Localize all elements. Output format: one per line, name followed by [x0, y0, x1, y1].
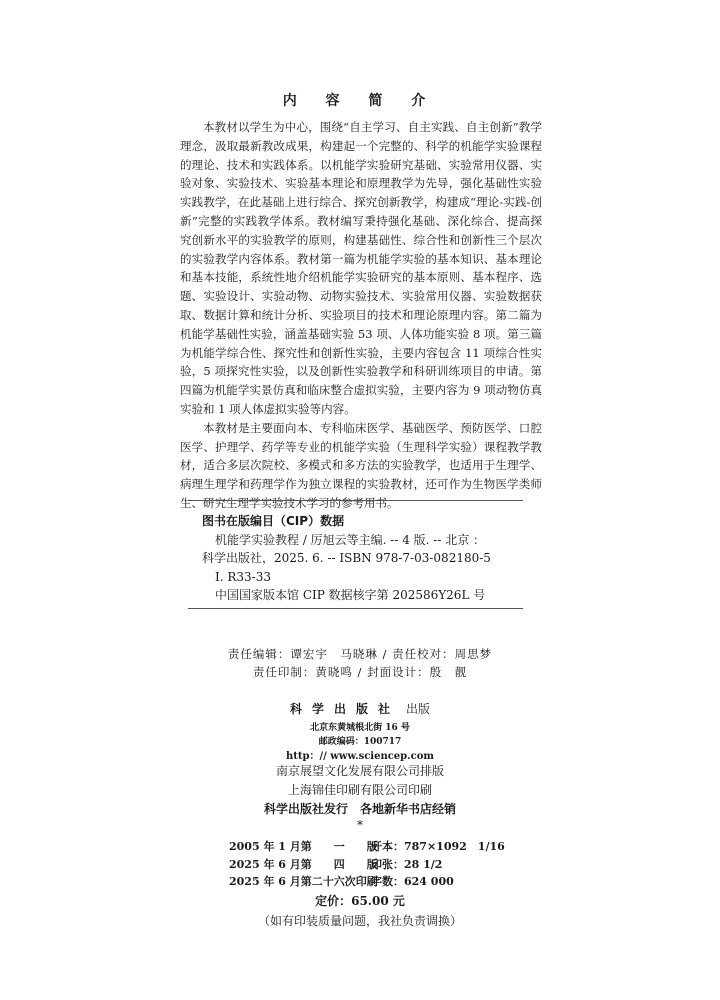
edition-row — [229, 873, 505, 891]
quality-note: （如有印装质量问题，我社负责调换） — [257, 914, 462, 928]
page-title: 内 容 简 介 — [282, 93, 438, 109]
cip-line-3: Ⅰ. R33-33 — [215, 569, 271, 584]
distribution-line: 科学出版社发行 各地新华书店经销 — [263, 802, 456, 816]
cip-block — [202, 512, 525, 605]
content-summary — [180, 118, 542, 513]
edition-table — [229, 838, 505, 891]
publisher-block — [0, 698, 720, 764]
printers-block — [0, 762, 720, 819]
edition-date: 2005 年 1 月第 一 版 — [229, 840, 378, 853]
publisher-address: 北京东黄城根北街 16 号 — [310, 723, 410, 733]
edition-spec: 开本：787×1092 1/16 — [371, 840, 505, 853]
edition-date: 2025 年 6 月第二十六次印刷 — [229, 875, 378, 888]
publisher-postcode: 邮政编码：100717 — [318, 737, 402, 747]
separator-star: * — [357, 818, 363, 832]
publisher-website: http：// www.sciencep.com — [285, 751, 434, 762]
edition-date: 2025 年 6 月第 四 版 — [229, 857, 378, 871]
cip-line-2: 科学出版社，2025. 6. -- ISBN 978-7-03-082180-5 — [202, 551, 491, 565]
cip-heading: 图书在版编目（CIP）数据 — [202, 514, 345, 528]
edition-spec: 印张：28 1/2 — [371, 857, 443, 871]
edition-spec: 字数：624 000 — [371, 875, 454, 888]
credits-block — [0, 645, 720, 681]
summary-paragraph-1: 本教材以学生为中心，围绕“自主学习、自主实践、自主创新”教学理念，汲取最新教改成果，构建起一个完整的、科学的机能学实验课程的理论、技术和实践体系。以机能学实验研究基础、实验常用仪器、实验对象、实验技术、实验基本理论和原理教学为先导，强化基础性实验实践教学，在此基础上进行综合、探究创新教学，构建成“理论-实践-创新”完整的实践教学体系。教材编写秉持强化基础、深化综合、提高探究创新水平的实验教学的原则，构建基础性、综合性和创新性三个层次的实验教学内容体系。教材第一篇为机能学实验的基本知识、基本理论和基本技能，系统性地介绍机能学实验研究的基本原则、基本程序、选题、实验设计、实验动物、动物实验技术、实验常用仪器、实验数据获取、数据计算和统计分析、实验项目的技术和理论原理内容。第二篇为机能学基础性实验，涵盖基础实验 53 项、人体功能实验 8 项。第三篇为机能学综合性、探究性和创新性实验，主要内容包含 11 项综合性实验，5 项探究性实验，以及创新性实验教学和科研训练项目的申请。第四篇为机能学实景仿真和临床整合虚拟实验，主要内容为 9 项动物仿真实验和 1 项人体虚拟实验等内容。 — [180, 120, 542, 416]
divider-top — [188, 500, 523, 501]
edition-row — [229, 838, 505, 856]
publisher-suffix: 出版 — [406, 702, 431, 716]
summary-paragraph-2: 本教材是主要面向本、专科临床医学、基础医学、预防医学、口腔医学、护理学、药学等专业的机能学实验（生理科学实验）课程教学教材，适合多层次院校、多模式和多方法的实验教学，也适用于生理学、病理生理学和药理学作为独立课程的实验教材，还可作为生物医学类师生、研究生理学实验技术学习的参考用书。 — [180, 420, 542, 510]
cip-line-1: 机能学实验教程 / 厉旭云等主编. -- 4 版. -- 北京 ： — [215, 532, 486, 547]
price: 定价：65.00 元 — [315, 894, 405, 908]
publisher-name: 科学出版社 — [289, 702, 400, 716]
credits-line-2: 责任印制：黄晓鸣 / 封面设计：殷 靓 — [252, 665, 468, 679]
divider-bottom — [188, 608, 523, 609]
printed-line: 上海锦佳印刷有限公司印刷 — [287, 783, 432, 797]
credits-line-1: 责任编辑：谭宏宇 马晓琳 / 责任校对：周思梦 — [227, 647, 493, 661]
cip-line-4: 中国国家版本馆 CIP 数据核字第 202586Y26L 号 — [215, 588, 486, 602]
typeset-line: 南京展望文化发展有限公司排版 — [275, 764, 444, 778]
edition-row — [229, 856, 505, 874]
